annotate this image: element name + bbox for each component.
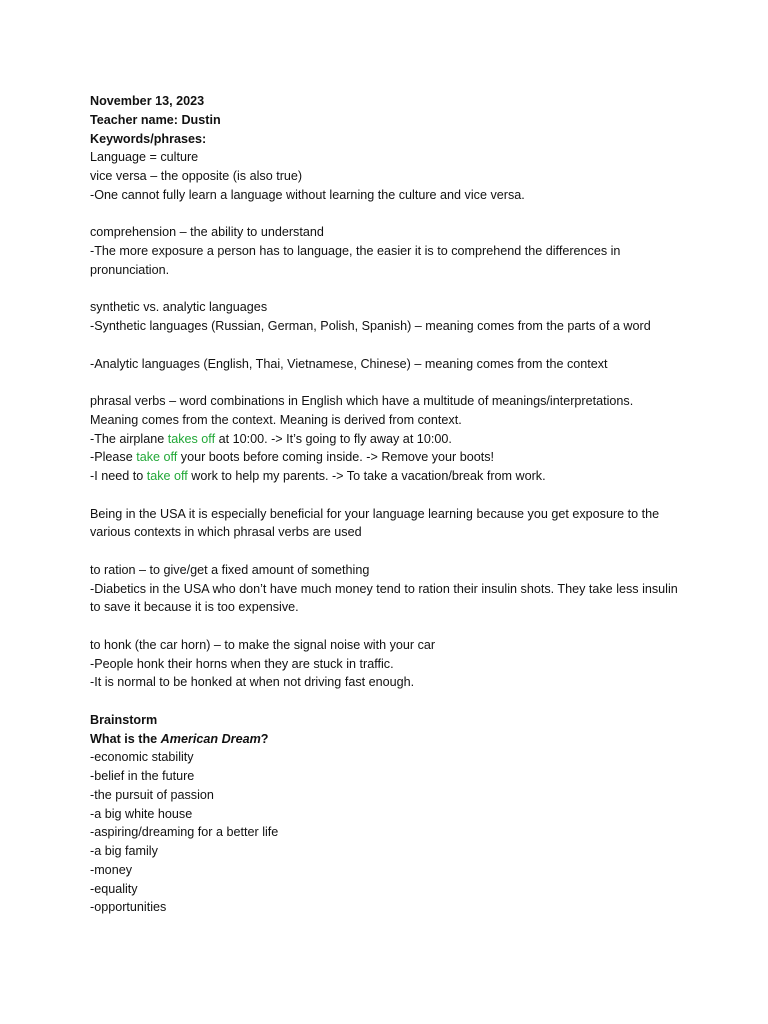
example-text: your boots before coming inside. -> Remove your boots! — [177, 450, 495, 465]
spacer — [90, 280, 680, 299]
brainstorm-question — [90, 730, 680, 749]
brainstorm-heading: Brainstorm — [90, 712, 158, 727]
example-text: -The airplane — [90, 431, 168, 446]
brainstorm-item: -economic stability — [90, 750, 194, 765]
brainstorm-item: -equality — [90, 881, 138, 896]
document-page — [90, 92, 680, 917]
phrasal-example-1 — [90, 430, 680, 449]
question-emphasis: American Dream — [160, 731, 261, 746]
spacer — [90, 692, 680, 711]
brainstorm-item: -the pursuit of passion — [90, 787, 214, 802]
phrasal-example-2 — [90, 448, 680, 467]
comprehension-line-2: -The more exposure a person has to language, the easier it is to comprehend the differences in pronunciation. — [90, 244, 621, 277]
usa-paragraph: Being in the USA it is especially beneficial for your language learning because you get exposure to the various contexts in which phrasal verbs are used — [90, 506, 660, 540]
phrasal-line-1: phrasal verbs – word combinations in English which have a multitude of meanings/interpretations. — [90, 394, 634, 408]
brainstorm-item: -a big white house — [90, 806, 193, 821]
culture-line-3: -One cannot fully learn a language without learning the culture and vice versa. — [90, 187, 525, 202]
phrasal-verb-highlight: take off — [146, 469, 188, 483]
honk-line-3: -It is normal to be honked at when not driving fast enough. — [90, 675, 415, 690]
ration-line-1: to ration – to give/get a fixed amount of something — [90, 562, 370, 577]
spacer — [90, 542, 680, 561]
example-text: work to help my parents. -> To take a vacation/break from work. — [187, 469, 546, 483]
keywords-heading: Keywords/phrases: — [90, 131, 207, 146]
example-text: -Please — [90, 450, 137, 465]
question-text: What is the — [90, 731, 161, 746]
brainstorm-item: -opportunities — [90, 900, 167, 915]
brainstorm-item: -aspiring/dreaming for a better life — [90, 825, 279, 840]
phrasal-verb-highlight: takes off — [167, 431, 216, 446]
ration-line-2: -Diabetics in the USA who don’t have much money tend to ration their insulin shots. They take less insulin to save it because it is too expensive. — [90, 581, 678, 615]
spacer — [90, 486, 680, 505]
spacer — [90, 373, 680, 392]
brainstorm-item: -money — [90, 862, 132, 877]
culture-line-2: vice versa – the opposite (is also true) — [90, 169, 303, 183]
phrasal-example-3 — [90, 467, 680, 486]
spacer — [90, 336, 680, 355]
synthetic-line-1: synthetic vs. analytic languages — [90, 300, 268, 315]
phrasal-line-2: Meaning comes from the context. Meaning is derived from context. — [90, 412, 462, 427]
synthetic-line-2: -Synthetic languages (Russian, German, Polish, Spanish) – meaning comes from the parts of a word — [90, 319, 651, 333]
honk-line-1: to honk (the car horn) – to make the signal noise with your car — [90, 637, 436, 652]
spacer — [90, 205, 680, 224]
culture-line-1: Language = culture — [90, 150, 199, 165]
analytic-line: -Analytic languages (English, Thai, Vietnamese, Chinese) – meaning comes from the context — [90, 356, 608, 371]
brainstorm-item: -a big family — [90, 844, 158, 858]
teacher-name: Teacher name: Dustin — [90, 112, 221, 127]
honk-line-2: -People honk their horns when they are stuck in traffic. — [90, 656, 394, 671]
document-date: November 13, 2023 — [90, 94, 205, 108]
example-text: at 10:00. -> It’s going to fly away at 10:00. — [215, 431, 452, 446]
spacer — [90, 617, 680, 636]
example-text: -I need to — [90, 469, 147, 483]
brainstorm-item: -belief in the future — [90, 769, 195, 783]
question-text: ? — [260, 731, 269, 746]
comprehension-line-1: comprehension – the ability to understand — [90, 225, 324, 240]
phrasal-verb-highlight: take off — [136, 450, 178, 465]
